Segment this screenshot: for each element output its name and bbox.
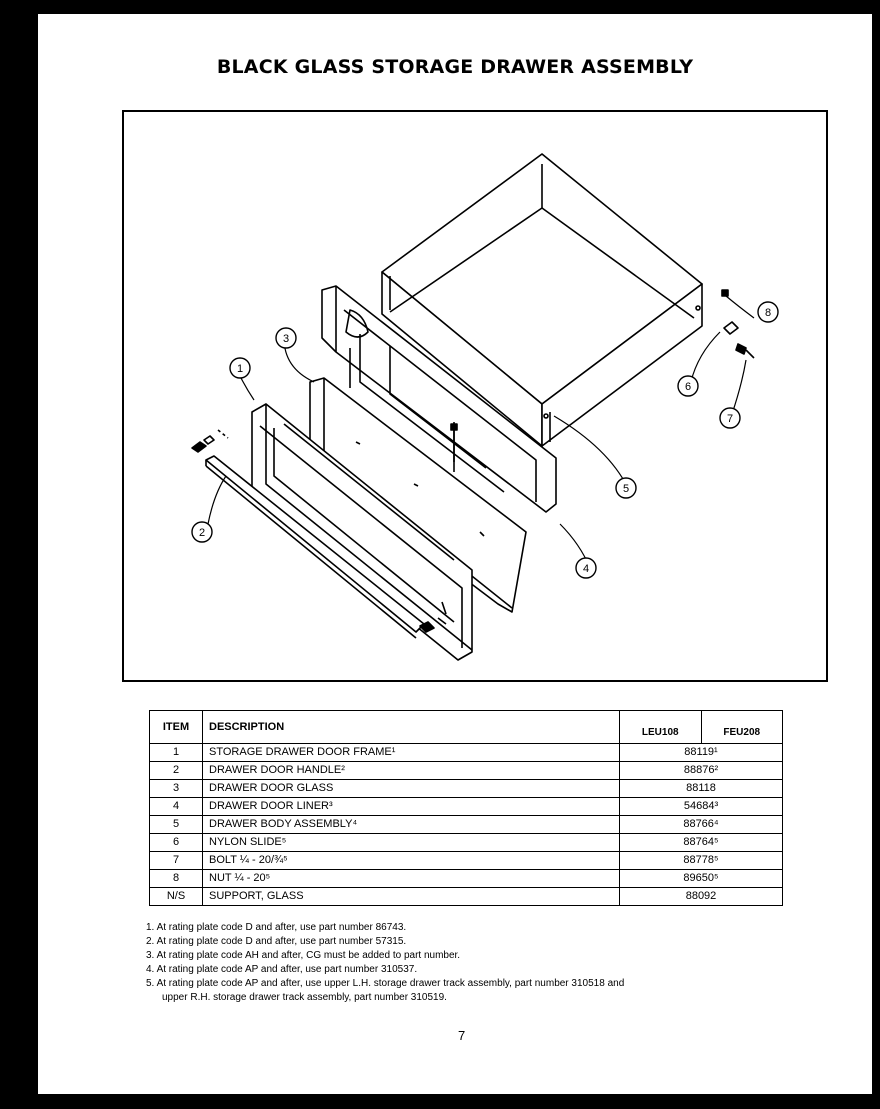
row-part-number: 89650⁵ [620, 870, 783, 888]
footnote-3: 3. At rating plate code AH and after, CG must be added to part number. [146, 950, 461, 961]
parts-table [149, 710, 783, 906]
callout-2 [192, 522, 212, 542]
callout-5 [616, 478, 636, 498]
drawer-exploded-view [124, 112, 826, 680]
row-part-number: 88764⁵ [620, 834, 783, 852]
row-item: N/S [150, 888, 203, 906]
callout-1-label: 1 [236, 363, 244, 375]
callout-6 [678, 376, 698, 396]
callout-7-label: 7 [726, 413, 734, 425]
row-part-number: 88778⁵ [620, 852, 783, 870]
table-row [150, 870, 783, 888]
row-description: NYLON SLIDE⁵ [203, 834, 620, 852]
row-item: 6 [150, 834, 203, 852]
callout-3 [276, 328, 296, 348]
callout-7 [720, 408, 740, 428]
table-row [150, 762, 783, 780]
exploded-diagram [122, 110, 828, 682]
header-item: ITEM [150, 711, 203, 744]
row-item: 3 [150, 780, 203, 798]
row-part-number: 88118 [620, 780, 783, 798]
callout-5-label: 5 [622, 483, 630, 495]
row-item: 5 [150, 816, 203, 834]
page-title: BLACK GLASS STORAGE DRAWER ASSEMBLY [216, 56, 694, 78]
footnote-5-continued: upper R.H. storage drawer track assembly, part number 310519. [162, 992, 447, 1003]
parts-table-header [150, 711, 783, 744]
footnote-2: 2. At rating plate code D and after, use part number 57315. [146, 936, 407, 947]
header-model-leu108: LEU108 [620, 711, 702, 744]
row-description: SUPPORT, GLASS [203, 888, 620, 906]
callout-6-label: 6 [684, 381, 692, 393]
table-row [150, 744, 783, 762]
table-row [150, 888, 783, 906]
table-row [150, 852, 783, 870]
callout-3-label: 3 [282, 333, 290, 345]
callout-4-label: 4 [582, 563, 590, 575]
table-row [150, 816, 783, 834]
row-item: 7 [150, 852, 203, 870]
row-description: DRAWER DOOR HANDLE² [203, 762, 620, 780]
table-row [150, 798, 783, 816]
row-part-number: 88766⁴ [620, 816, 783, 834]
row-item: 2 [150, 762, 203, 780]
callout-4 [576, 558, 596, 578]
row-item: 4 [150, 798, 203, 816]
manual-page [38, 14, 872, 1094]
header-model-feu208: FEU208 [701, 711, 783, 744]
row-part-number: 88876² [620, 762, 783, 780]
footnote-4: 4. At rating plate code AP and after, use part number 310537. [146, 964, 418, 975]
row-description: STORAGE DRAWER DOOR FRAME¹ [203, 744, 620, 762]
callout-8 [758, 302, 778, 322]
callout-2-label: 2 [198, 527, 206, 539]
row-item: 1 [150, 744, 203, 762]
row-description: DRAWER DOOR LINER³ [203, 798, 620, 816]
row-part-number: 54684³ [620, 798, 783, 816]
callout-1 [230, 358, 250, 378]
row-part-number: 88119¹ [620, 744, 783, 762]
header-description: DESCRIPTION [203, 711, 620, 744]
table-row [150, 780, 783, 798]
page-number: 7 [458, 1028, 466, 1043]
footnote-5: 5. At rating plate code AP and after, use upper L.H. storage drawer track assembly, part number 310518 and [146, 978, 625, 989]
row-description: DRAWER DOOR GLASS [203, 780, 620, 798]
row-description: BOLT ¼ - 20/¾⁵ [203, 852, 620, 870]
row-description: NUT ¼ - 20⁵ [203, 870, 620, 888]
footnotes [146, 921, 786, 1005]
row-item: 8 [150, 870, 203, 888]
row-part-number: 88092 [620, 888, 783, 906]
callout-8-label: 8 [764, 307, 772, 319]
footnote-1: 1. At rating plate code D and after, use part number 86743. [146, 922, 407, 933]
table-row [150, 834, 783, 852]
row-description: DRAWER BODY ASSEMBLY⁴ [203, 816, 620, 834]
